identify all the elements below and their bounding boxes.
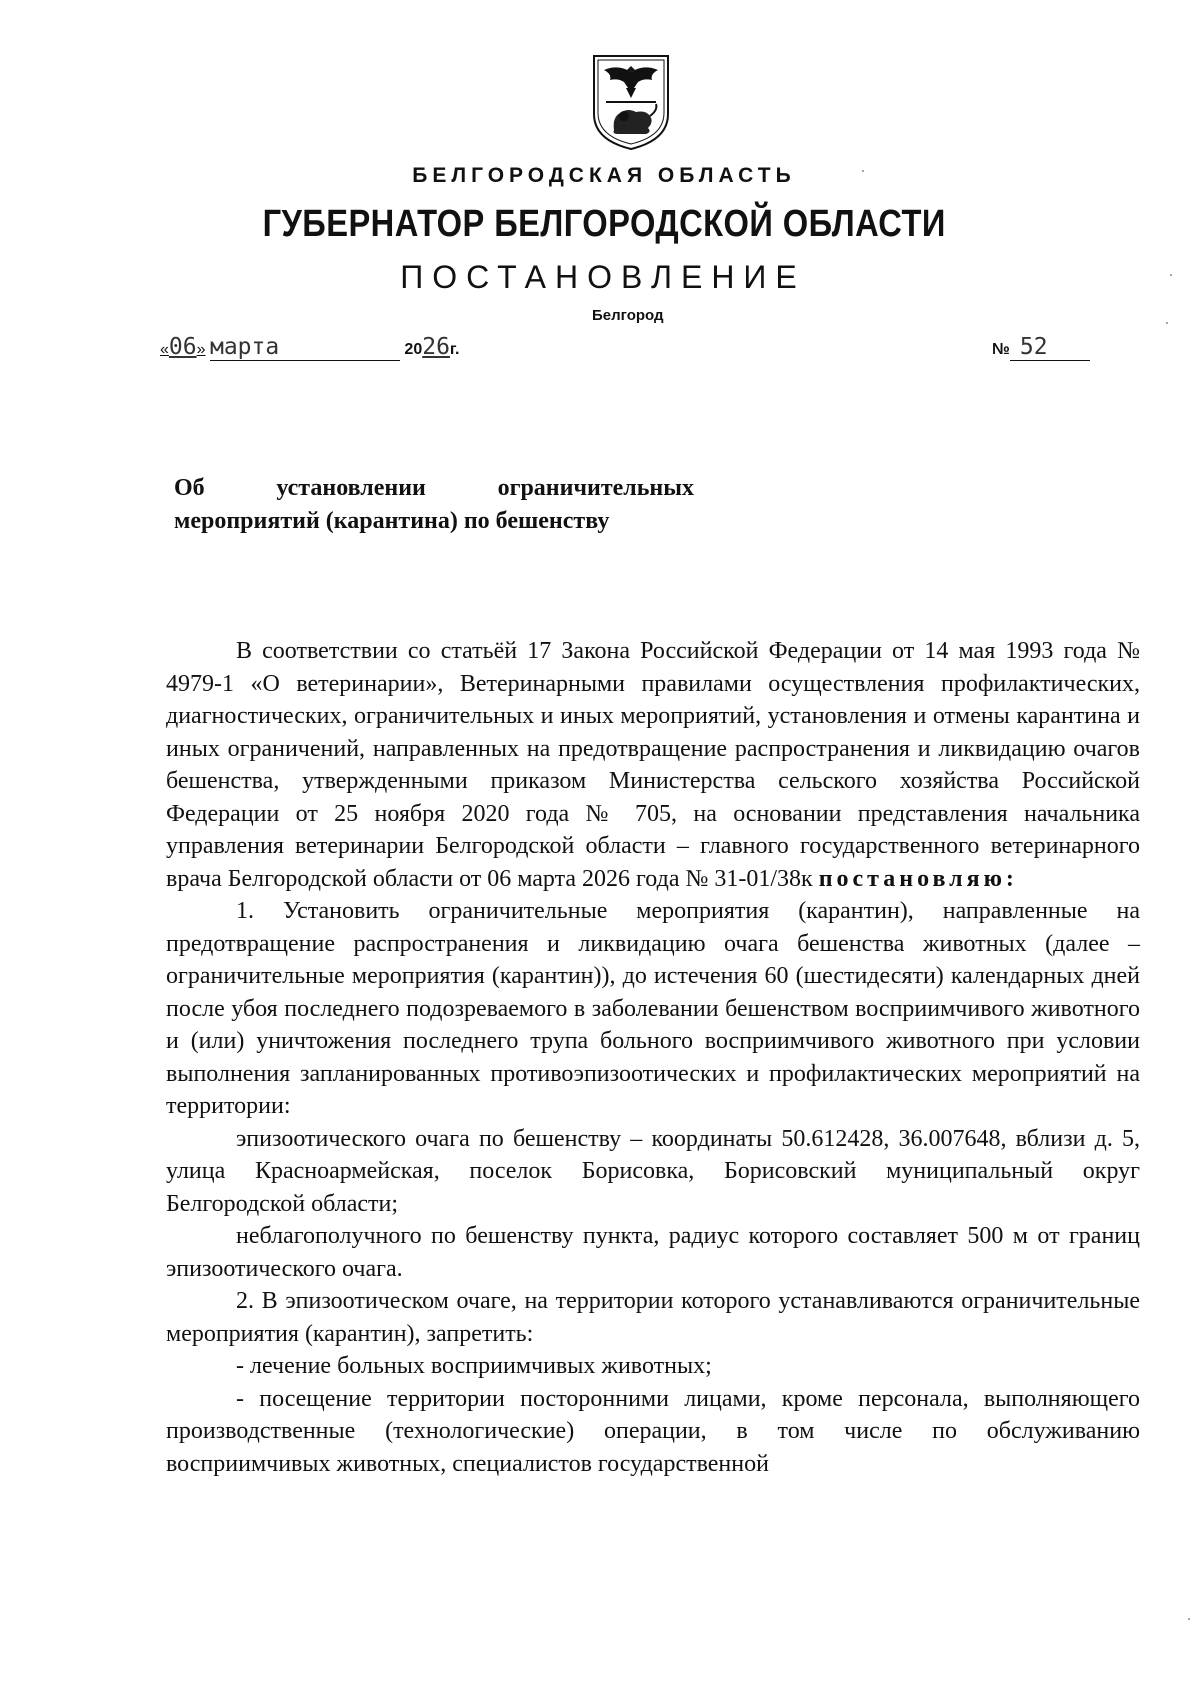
number-value: 52: [1010, 334, 1090, 361]
subject-line-2: мероприятий (карантина) по бешенству: [174, 508, 610, 534]
date-close-quote: »: [196, 341, 206, 358]
date-year-prefix: 20: [404, 341, 423, 358]
prohibition-visiting-item: - посещение территории посторонними лицами, кроме персонала, выполняющего производственные (технологические) операции, в том числе по обслуживанию восприимчивых животных, специалистов государственной: [166, 1385, 1140, 1477]
scan-speck: [1166, 322, 1168, 324]
subject-word-3: ограничительных: [497, 475, 694, 501]
unfavorable-point-paragraph: неблагополучного по бешенству пункта, радиус которого составляет 500 м от границ эпизоотического очага.: [166, 1223, 1140, 1282]
document-type-heading: ПОСТАНОВЛЕНИЕ: [400, 259, 806, 295]
preamble-paragraph: [166, 635, 1140, 895]
subject-word-2: установлении: [276, 475, 426, 501]
prohibition-treatment-item: - лечение больных восприимчивых животных;: [236, 1353, 712, 1379]
belgorod-coat-of-arms-icon: [588, 52, 674, 152]
scan-speck: [1170, 274, 1172, 276]
date-year-suffix: 26: [422, 334, 450, 360]
region-heading: БЕЛГОРОДСКАЯ ОБЛАСТЬ: [412, 164, 796, 187]
document-body: [166, 635, 1140, 1480]
document-date: [160, 334, 459, 361]
decree-word: постановляю:: [818, 865, 1018, 892]
scan-speck: [862, 170, 864, 172]
scan-speck: [1188, 1618, 1190, 1620]
subject-word-1: Об: [174, 475, 205, 501]
date-month: марта: [209, 334, 280, 360]
clause-1-paragraph: 1. Установить ограничительные мероприятия (карантин), направленные на предотвращение распространения и ликвидацию очага бешенства животных (далее – ограничительные мероприятия (карантин)), до истечения 60 (шестидесяти) календарных дней после убоя последнего подозреваемого в заболевании бешенством восприимчивого животного и (или) уничтожения последнего трупа больного восприимчивого животного при условии выполнения запланированных противоэпизоотических и профилактических мероприятий на территории:: [166, 898, 1140, 1119]
clause-2-paragraph: 2. В эпизоотическом очаге, на территории которого устанавливаются ограничительные мероприятия (карантин), запретить:: [166, 1288, 1140, 1347]
date-day: 06: [168, 334, 197, 360]
document-subject: [174, 472, 694, 538]
date-year-mark: г.: [449, 341, 460, 358]
number-label: №: [992, 341, 1010, 358]
focus-territory-paragraph: эпизоотического очага по бешенству – координаты 50.612428, 36.007648, вблизи д. 5, улица Красноармейская, поселок Борисовка, Борисовский муниципальный округ Белгородской области;: [166, 1125, 1140, 1217]
date-open-quote: «: [160, 341, 169, 358]
authority-heading: ГУБЕРНАТОР БЕЛГОРОДСКОЙ ОБЛАСТИ: [262, 203, 946, 245]
preamble-text: В соответствии со статьёй 17 Закона Российской Федерации от 14 мая 1993 года № 4979-1 «О ветеринарии», Ветеринарными правилами осуществления профилактических, диагностических, ограничительных и иных мероприятий, установления и отмены карантина и иных ограничений, направленных на предотвращение распространения и ликвидацию очагов бешенства, утвержденными приказом Министерства сельского хозяйства Российской Федерации от 25 ноября 2020 года № 705, на основании представления начальника управления ветеринарии Белгородской области – главного государственного ветеринарного врача Белгородской области от 06 марта 2026 года № 31-01/38к: [166, 638, 1140, 892]
document-number: [992, 334, 1090, 361]
city-label: Белгород: [592, 307, 664, 324]
